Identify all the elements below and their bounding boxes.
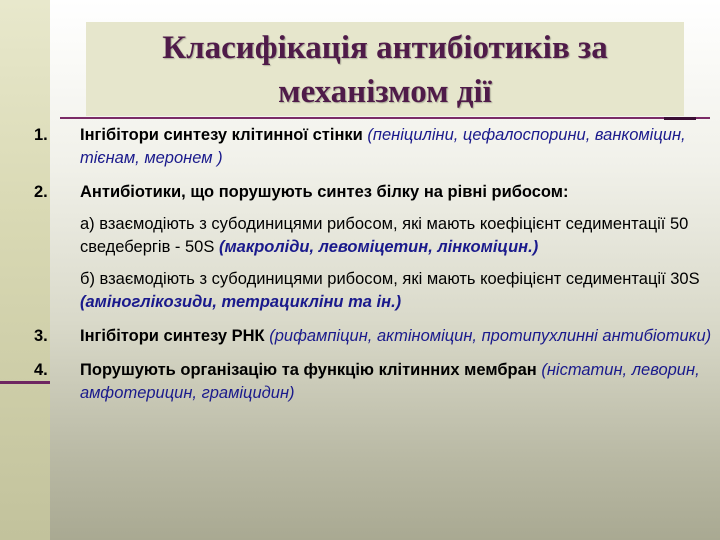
- title-divider: [60, 117, 710, 119]
- item-heading: Інгібітори синтезу клітинної стінки: [80, 126, 363, 144]
- item-examples: (рифампіцин, актіноміцин, протипухлинні антибіотики): [269, 327, 712, 345]
- item-number: 1.: [34, 126, 48, 144]
- sub-item-examples: (макроліди, левоміцетин, лінкоміцин.): [218, 238, 539, 256]
- list-item-4: [34, 359, 714, 405]
- sub-item-text: б) взаємодіють з субодиницями рибосом, які мають коефіцієнт седиментації 30S: [80, 270, 700, 288]
- list-item-2: [34, 181, 714, 204]
- title-line-2: механізмом дії: [278, 74, 492, 110]
- classification-list: [34, 124, 714, 416]
- list-item-3: [34, 325, 714, 348]
- title-line-1: Класифікація антибіотиків за: [162, 30, 608, 66]
- item-number: 4.: [34, 361, 48, 379]
- item-examples: (ністатин, леворин, амфотерицин, граміцидин): [80, 361, 700, 402]
- slide-title: [86, 26, 684, 114]
- sub-item-a: [34, 213, 714, 259]
- item-number: 3.: [34, 327, 48, 345]
- item-heading: Порушують організацію та функцію клітинних мембран: [80, 361, 537, 379]
- item-number: 2.: [34, 183, 48, 201]
- list-item-1: [34, 124, 714, 170]
- title-divider-end: [664, 117, 696, 120]
- item-heading: Інгібітори синтезу РНК: [80, 327, 265, 345]
- sub-item-text: а) взаємодіють з субодиницями рибосом, які мають коефіцієнт седиментації 50 сведебергів - 50S: [80, 215, 689, 256]
- item-heading: Антибіотики, що порушують синтез білку на рівні рибосом:: [80, 183, 569, 201]
- sub-item-examples: (аміноглікозиди, тетрацикліни та ін.): [80, 293, 402, 311]
- item-examples: (пеніциліни, цефалоспорини, ванкоміцин, тієнам, меронем ): [80, 126, 686, 167]
- sub-item-b: [34, 268, 714, 314]
